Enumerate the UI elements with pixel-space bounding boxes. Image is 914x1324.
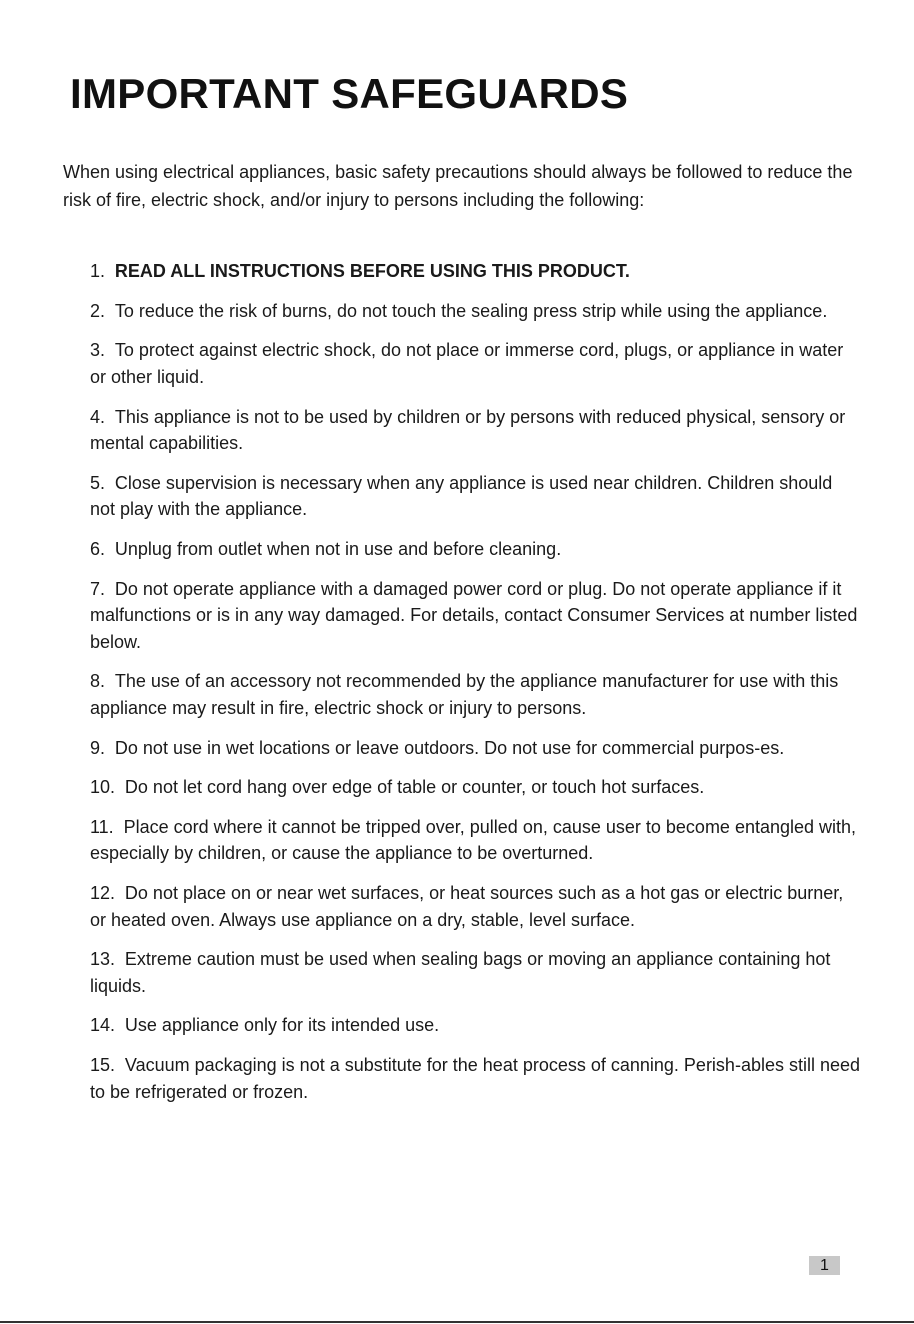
safeguard-number: 11.	[90, 816, 114, 837]
safeguard-item	[90, 814, 860, 867]
safeguard-number: 7.	[90, 578, 106, 599]
safeguard-number: 8.	[90, 671, 106, 692]
safeguard-text: Unplug from outlet when not in use and before cleaning.	[114, 538, 562, 559]
safeguard-item	[90, 404, 860, 457]
safeguard-number: 4.	[90, 406, 106, 427]
safeguard-item	[90, 576, 860, 656]
safeguard-number: 15.	[90, 1055, 116, 1076]
safeguard-number: 10.	[90, 777, 116, 798]
safeguard-text: Do not place on or near wet surfaces, or heat sources such as a hot gas or electric burner, or heated oven. Always use appliance on a dry, stable, level surface.	[90, 883, 844, 930]
safeguard-text: To reduce the risk of burns, do not touch the sealing press strip while using the appliance.	[114, 300, 828, 321]
safeguard-text: Place cord where it cannot be tripped over, pulled on, cause user to become entangled with, especially by children, or cause the appliance to be overturned.	[90, 816, 857, 864]
safeguard-item	[90, 1012, 860, 1039]
safeguard-text: READ ALL INSTRUCTIONS BEFORE USING THIS PRODUCT.	[114, 261, 630, 281]
safeguard-item	[90, 1052, 860, 1105]
page-number: 1	[809, 1256, 840, 1275]
safeguard-text: Vacuum packaging is not a substitute for the heat process of canning. Perish-ables still need to be refrigerated or frozen.	[90, 1055, 861, 1102]
safeguard-number: 9.	[90, 737, 106, 758]
safeguard-number: 14.	[90, 1015, 116, 1036]
safeguard-text: The use of an accessory not recommended by the appliance manufacturer for use with this appliance may result in fire, electric shock or injury to persons.	[90, 671, 839, 718]
safeguard-text: Close supervision is necessary when any appliance is used near children. Children should not play with the appliance.	[90, 472, 833, 520]
safeguard-number: 12.	[90, 883, 116, 904]
safeguard-text: Use appliance only for its intended use.	[124, 1015, 440, 1036]
safeguard-number: 3.	[90, 340, 106, 361]
safeguard-text: This appliance is not to be used by children or by persons with reduced physical, sensory or mental capabilities.	[90, 406, 846, 454]
safeguard-text: Do not use in wet locations or leave outdoors. Do not use for commercial purpos-es.	[114, 737, 785, 758]
safeguard-number: 1.	[90, 261, 106, 281]
safeguard-text: To protect against electric shock, do not place or immerse cord, plugs, or appliance in water or other liquid.	[90, 340, 844, 387]
safeguard-item	[90, 735, 860, 762]
safeguard-item	[90, 668, 860, 721]
safeguards-list	[90, 258, 860, 1118]
safeguard-text: Do not operate appliance with a damaged power cord or plug. Do not operate appliance if it malfunctions or is in any way damaged. For details, contact Consumer Services at number listed below.	[90, 578, 858, 652]
safeguard-item	[90, 470, 860, 523]
safeguard-item	[90, 337, 860, 390]
bottom-rule	[0, 1321, 914, 1323]
safeguard-item	[90, 298, 860, 325]
safeguard-item	[90, 880, 860, 933]
safeguard-text: Do not let cord hang over edge of table or counter, or touch hot surfaces.	[124, 777, 705, 798]
safeguard-text: Extreme caution must be used when sealing bags or moving an appliance containing hot liquids.	[90, 949, 831, 996]
safeguard-number: 2.	[90, 300, 106, 321]
safeguard-item	[90, 536, 860, 563]
page-title: IMPORTANT SAFEGUARDS	[70, 70, 629, 117]
safeguard-item	[90, 946, 860, 999]
safeguard-number: 13.	[90, 949, 116, 970]
safeguard-item	[90, 258, 860, 285]
safeguard-number: 6.	[90, 538, 106, 559]
safeguard-number: 5.	[90, 472, 106, 493]
safeguard-item	[90, 774, 860, 801]
intro-paragraph: When using electrical appliances, basic safety precautions should always be followed to reduce the risk of fire, electric shock, and/or injury to persons including the following:	[63, 162, 853, 210]
